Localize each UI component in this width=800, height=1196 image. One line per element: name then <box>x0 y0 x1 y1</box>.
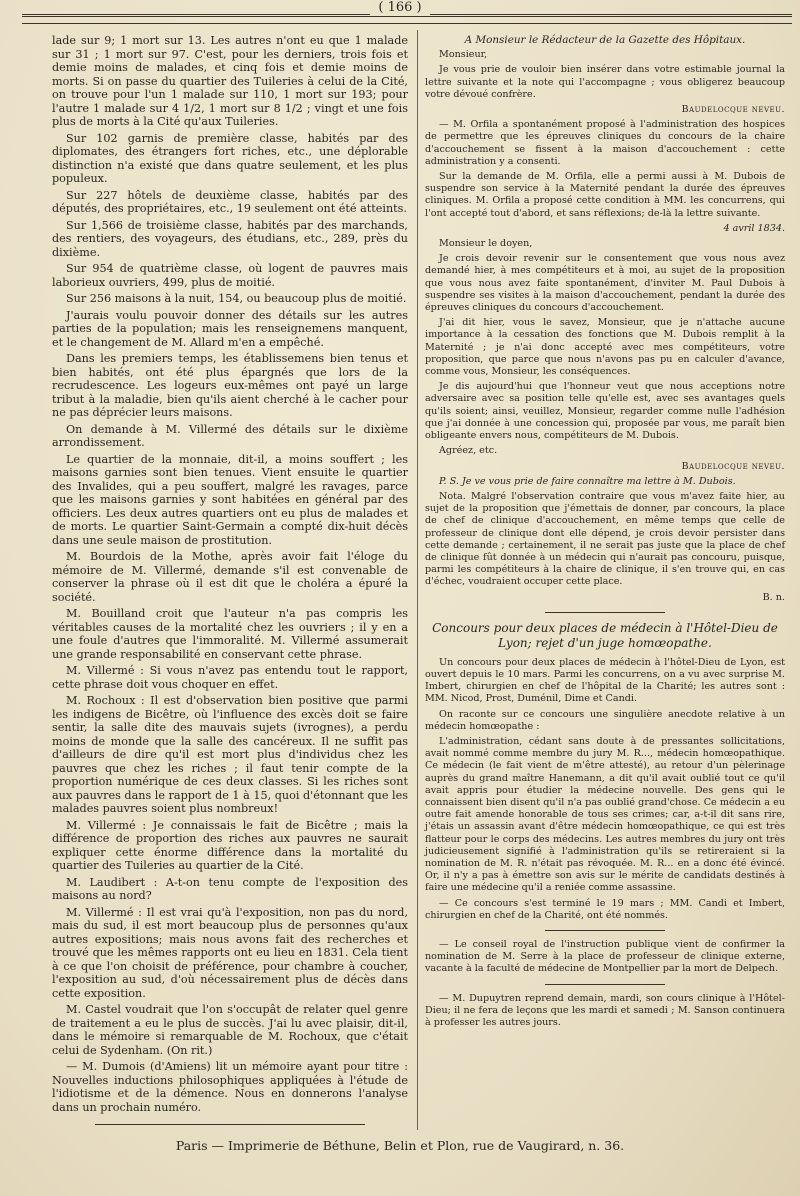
column-divider <box>417 30 418 1130</box>
paragraph: M. Villermé : Il est vrai qu'à l'exposition, non pas du nord, mais du sud, il est mort beaucoup plus de personnes qu'aux autres expositions; mais nous avons fait des recherches et trouvé que les mêmes rapports ont eu lieu en 1831. Cela tient à ce que l'on choisit de préférence, pour chambre à coucher, l'exposition au sud, d'où nécessairement plus de décès dans cette exposition. <box>52 905 408 1000</box>
top-rule <box>22 14 792 24</box>
paragraph: Je crois devoir revenir sur le consentement que vous nous avez demandé hier, à mes compétiteurs et à moi, au sujet de la proposition que vous nous avez faite spontanément, d'inviter M. Paul Dubois à suspendre ses visites à la maison d'accouchement, pendant la durée des épreuves cliniques du concours d'accouchement. <box>425 253 785 314</box>
salutation: Monsieur, <box>439 49 488 61</box>
section-title: Concours pour deux places de médecin à l'Hôtel-Dieu de Lyon; rejet d'un juge homœopathe. <box>432 620 778 650</box>
paragraph: Un concours pour deux places de médecin à l'hôtel-Dieu de Lyon, est ouvert depuis le 10 mars. Parmi les concurrens, on a vu avec surprise M. Imbert, chirurgien en chef de l'hôpital de la Charité; les autres sont : MM. Nicod, Prost, Duménil, Dime et Candi. <box>425 656 785 705</box>
paragraph: Sur 1,566 de troisième classe, habités par des marchands, des rentiers, des voyageurs, des étudians, etc., 289, près du dixième. <box>52 218 408 259</box>
page-number-text: ( 166 ) <box>370 0 429 15</box>
paragraph: J'ai dit hier, vous le savez, Monsieur, que je n'attache aucune importance à la cessation des fonctions que M. Dubois remplit à la Maternité ; je n'ai donc accepté avec mes compétiteurs, votre proposition, que parce que nous n'avons pas pu en calculer d'avance, comme vous, Monsieur, les conséquences. <box>425 317 785 378</box>
letter-heading: A Monsieur le Rédacteur de la Gazette des Hôpitaux. <box>464 34 746 46</box>
paragraph: — M. Dumois (d'Amiens) lit un mémoire ayant pour titre : Nouvelles inductions philosophiques appliquées à l'étude de l'idiotisme et de la démence. Nous en donnerons l'analyse dans un prochain numéro. <box>52 1060 408 1114</box>
paragraph: Je vous prie de vouloir bien insérer dans votre estimable journal la lettre suivante et la note qui l'accompagne ; vous obligerez beaucoup votre dévoué confrère. <box>425 64 785 100</box>
signature: B. n. <box>762 591 785 603</box>
paragraph: — M. Dupuytren reprend demain, mardi, son cours clinique à l'Hôtel-Dieu; il ne fera de leçons que les mardi et samedi ; M. Sanson continuera à professer les autres jours. <box>425 992 785 1029</box>
paragraph: Sur 102 garnis de première classe, habités par des diplomates, des étrangers fort riches, etc., une déplorable distinction n'a existé que dans quatre seulement, et les plus populeux. <box>52 131 408 185</box>
section-divider <box>545 612 665 613</box>
paragraph: — Le conseil royal de l'instruction publique vient de confirmer la nomination de M. Serre à la place de professeur de clinique externe, vacante à la faculté de médecine de Montpellier par la mort de Delpech. <box>425 939 785 975</box>
signature: Baudelocque neveu. <box>681 460 785 472</box>
paragraph: Agréez, etc. <box>439 445 498 457</box>
letter-date: 4 avril 1834. <box>723 222 785 234</box>
section-divider <box>545 930 665 931</box>
paragraph: M. Laudibert : A-t-on tenu compte de l'exposition des maisons au nord? <box>52 875 408 902</box>
nota: Nota. Malgré l'observation contraire que vous m'avez faite hier, au sujet de la proposition que j'émettais de donner, par concours, la place de chef de clinique d'accouchement, en même temps que celle de professeur de clinique dont elle dépend, je crois devoir persister dans cette demande ; certainement, il ne serait pas juste que la place de chef de clinique fût donnée à un médecin qui n'aurait pas concouru, puisque, parmi les compétiteurs à la chaire de clinique, il s'en trouve qui, en cas d'échec, voudraient occuper cette place. <box>425 490 785 588</box>
paragraph: — M. Orfila a spontanément proposé à l'administration des hospices de permettre que les épreuves cliniques du concours de la chaire d'accouchement se fissent à la maison d'accouchement : cette administration y a consenti. <box>425 119 785 167</box>
paragraph: M. Villermé : Si vous n'avez pas entendu tout le rapport, cette phrase doit vous choquer en effet. <box>52 664 408 691</box>
postscript: P. S. Je ve vous prie de faire connaître ma lettre à M. Dubois. <box>439 475 736 487</box>
imprint-line: Paris — Imprimerie de Béthune, Belin et Plon, rue de Vaugirard, n. 36. <box>175 1138 625 1153</box>
paragraph: lade sur 9; 1 mort sur 13. Les autres n'ont eu que 1 malade sur 31 ; 1 mort sur 97. C'est, pour les derniers, trois fois et demie moins de malades, et cinq fois et demie moins de morts. Si on passe du quartier des Tuileries à celui de la Cité, on trouve pour l'un 1 malade sur 110, 1 mort sur 193; pour l'autre 1 malade sur 4 1/2, 1 mort sur 8 1/2 ; vingt et une fois plus de morts à la Cité qu'aux Tuileries. <box>52 34 408 128</box>
paragraph: M. Bourdois de la Mothe, après avoir fait l'éloge du mémoire de M. Villermé, demande s'il est convenable de conserver la phrase où il est dit que le choléra a épuré la société. <box>52 550 408 604</box>
section-divider <box>545 984 665 985</box>
paragraph: Sur 256 maisons à la nuit, 154, ou beaucoup plus de moitié. <box>66 292 407 305</box>
page-number <box>0 0 800 15</box>
left-column <box>52 34 408 1135</box>
paragraph: Sur la demande de M. Orfila, elle a permi aussi à M. Dubois de suspendre son service à la Maternité pendant la durée des épreuves cliniques. M. Orfila a proposé cette condition à MM. les concurrens, qui l'ont accepté tout d'abord, et sans réflexions; de-là la lettre suivante. <box>425 171 785 219</box>
paragraph: M. Castel voudrait que l'on s'occupât de relater quel genre de traitement a eu le plus de succès. J'ai lu avec plaisir, dit-il, dans le mémoire si remarquable de M. Rochoux, que c'était celui de Sydenham. (On rit.) <box>52 1003 408 1057</box>
paragraph: — Ce concours s'est terminé le 19 mars ; MM. Candi et Imbert, chirurgien en chef de la Charité, ont été nommés. <box>425 897 785 921</box>
paragraph: Sur 227 hôtels de deuxième classe, habités par des députés, des propriétaires, etc., 19 seulement ont été atteints. <box>52 188 408 215</box>
paragraph: On raconte sur ce concours une singulière anecdote relative à un médecin homœopathe : <box>425 708 785 732</box>
paragraph: Dans les premiers temps, les établissemens bien tenus et bien habités, ont été plus épargnés que lors de la recrudescence. Les logeurs eux-mêmes ont payé un large tribut à la maladie, bien qu'ils aient cherché à le cacher pour ne pas déprécier leurs maisons. <box>52 352 408 419</box>
paragraph: On demande à M. Villermé des détails sur le dixième arrondissement. <box>52 422 408 449</box>
paragraph: M. Rochoux : Il est d'observation bien positive que parmi les indigens de Bicêtre, où l'influence des excès doit se faire sentir, la salle dite des mauvais sujets (ivrognes), a perdu moins de monde que la salle des cancéreux. Il ne suffit pas d'ailleurs de dire qu'il est mort plus d'individus chez les pauvres que chez les riches ; il faut tenir compte de la proportion numérique de ces deux classes. Si les riches sont aux pauvres dans le rapport de 1 à 15, quoi d'étonnant que les malades pauvres soient plus nombreux! <box>52 694 408 815</box>
paragraph: J'aurais voulu pouvoir donner des détails sur les autres parties de la population; mais les renseignemens manquent, et le changement de M. Allard m'en a empêché. <box>52 308 408 349</box>
paragraph: Je dis aujourd'hui que l'honneur veut que nous acceptions notre adversaire avec sa position telle qu'elle est, avec ses avantages quels qu'ils soient; ainsi, veuillez, Monsieur, regarder comme nulle l'adhésion que j'ai donnée à une concession qui, proposée par vous, me paraît bien obligeante envers nous, compétiteurs de M. Dubois. <box>425 381 785 442</box>
signature: Baudelocque neveu. <box>681 104 785 116</box>
paragraph: M. Villermé : Je connaissais le fait de Bicêtre ; mais la différence de proportion des riches aux pauvres ne saurait expliquer cette énorme différence dans la mortalité du quartier des Tuileries au quartier de la Cité. <box>52 818 408 872</box>
paragraph: M. Bouilland croit que l'auteur n'a pas compris les véritables causes de la mortalité chez les ouvriers ; il y en a une foule d'autres que l'immoralité. M. Villermé assumerait une grande responsabilité en conservant cette phrase. <box>52 607 408 661</box>
paragraph: L'administration, cédant sans doute à de pressantes sollicitations, avait nommé comme membre du jury M. R..., médecin homœopathique. Ce médecin (le fait vient de m'être attesté), au retour d'un pèlerinage auprès du grand maître Hanemann, a dit qu'il avait oublié tout ce qu'il avait appris pour étudier la médecine nouvelle. Des gens qui le connaissent bien disent qu'il n'a pas oublié grand'chose. Ce médecin a eu outre fait amende honorable de tous ses crimes; car, a-t-il dit sans rire, j'étais un assassin avant d'être médecin homœopathique, ce qui est très flatteur pour le corps des médecins. Les autres membres du jury ont très judicieusement signifié à l'administration qu'ils se retireraient si la nomination de M. R. n'était pas révoquée. M. R... en a donc été évincé. Or, il n'y a pas à émettre son avis sur le mérite de candidats destinés à faire une médecine qu'il a reniée comme assassine. <box>425 735 785 894</box>
salutation: Monsieur le doyen, <box>439 238 533 250</box>
section-divider <box>95 1124 365 1125</box>
paragraph: Le quartier de la monnaie, dit-il, a moins souffert ; les maisons garnies sont bien tenues. Vient ensuite le quartier des Invalides, qui a peu souffert, malgré les ravages, parce que les maisons garnies y sont habitées en général par des officiers. Les deux autres quartiers ont eu plus de malades et de morts. Le quartier Saint-Germain a compté dix-huit décès dans une seule maison de prostitution. <box>52 452 408 547</box>
paragraph: Sur 954 de quatrième classe, où logent de pauvres mais laborieux ouvriers, 499, plus de moitié. <box>52 262 408 289</box>
right-column <box>425 34 785 1032</box>
